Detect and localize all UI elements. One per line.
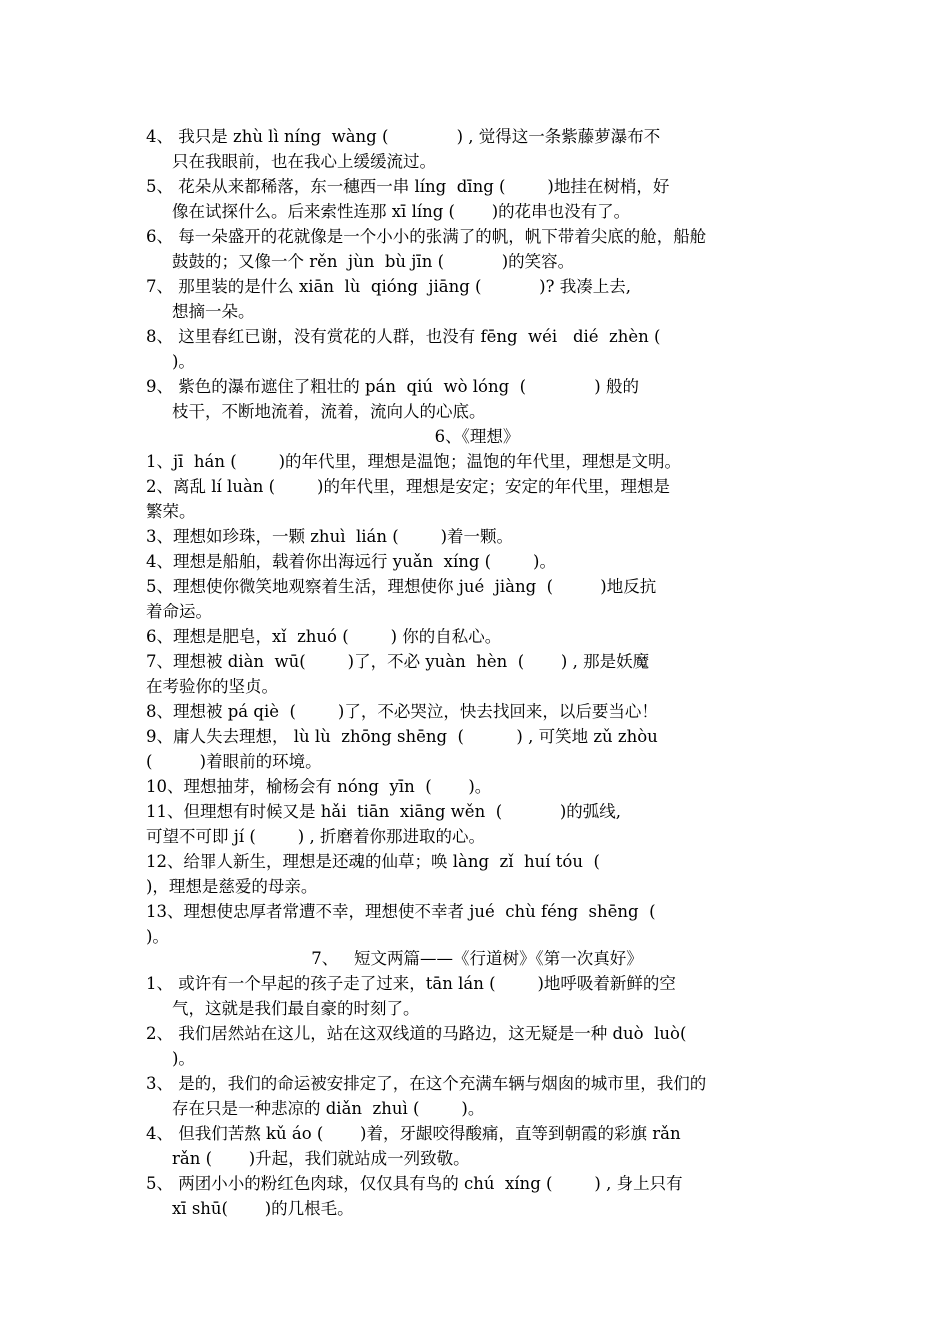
item-text: 我们居然站在这儿，站在这双线道的马路边，这无疑是一种 duò luò( xyxy=(178,1024,687,1043)
item-8-line-1 xyxy=(146,324,808,349)
item-9-line-2: 枝干，不断地流着，流着，流向人的心底。 xyxy=(172,402,486,421)
section-7-title: 7、 短文两篇——《行道树》《第一次真好》 xyxy=(311,949,643,968)
section-6-line: 10、理想抽芽，榆杨会有 nóng yīn ( )。 xyxy=(146,777,492,796)
section-6-line: 9、庸人失去理想， lù lù zhōng shēng ( ) , 可笑地 zǔ zhòu xyxy=(146,727,658,746)
s7-item-3-line-2: 存在只是一种悲凉的 diǎn zhuì ( )。 xyxy=(172,1099,485,1118)
section-6-line: 6、理想是肥皂，xǐ zhuó ( ) 你的自私心。 xyxy=(146,627,502,646)
section-6-line: 可望不可即 jí ( ) , 折磨着你那进取的心。 xyxy=(146,827,485,846)
item-number: 9、 xyxy=(146,377,173,396)
item-text: 两团小小的粉红色肉球，仅仅具有鸟的 chú xíng ( ) , 身上只有 xyxy=(178,1174,683,1193)
section-6-line: 3、理想如珍珠，一颗 zhuì lián ( )着一颗。 xyxy=(146,527,514,546)
section-6-line: )，理想是慈爱的母亲。 xyxy=(146,877,318,896)
s7-item-4-line-2: rǎn ( )升起，我们就站成一列致敬。 xyxy=(172,1149,470,1168)
item-4-line-1 xyxy=(146,124,808,149)
section-6-line: 繁荣。 xyxy=(146,502,196,521)
item-5-line-2: 像在试探什么。后来索性连那 xī líng ( )的花串也没有了。 xyxy=(172,202,631,221)
section-6-line: 1、jī hán ( )的年代里，理想是温饱；温饱的年代里，理想是文明。 xyxy=(146,452,682,471)
section-6-line: )。 xyxy=(146,927,169,946)
item-text: 我只是 zhù lì níng wàng ( ) , 觉得这一条紫藤萝瀑布不 xyxy=(178,127,661,146)
section-6-line: 5、理想使你微笑地观察着生活，理想使你 jué jiàng ( )地反抗 xyxy=(146,577,657,596)
item-text: 是的，我们的命运被安排定了，在这个充满车辆与烟囱的城市里，我们的 xyxy=(178,1074,707,1093)
item-number: 3、 xyxy=(146,1074,173,1093)
item-number: 4、 xyxy=(146,127,173,146)
section-6-line: 11、但理想有时候又是 hǎi tiān xiāng wěn ( )的弧线, xyxy=(146,802,622,821)
item-text: 每一朵盛开的花就像是一个小小的张满了的帆，帆下带着尖底的舱，船舱 xyxy=(178,227,707,246)
s7-item-5-line-2: xī shū( )的几根毛。 xyxy=(172,1199,354,1218)
item-7-line-2: 想摘一朵。 xyxy=(172,302,255,321)
item-number: 5、 xyxy=(146,177,173,196)
s7-item-2-line-1 xyxy=(146,1021,808,1046)
item-text: 那里装的是什么 xiān lù qióng jiāng ( )? 我凑上去, xyxy=(178,277,631,296)
section-6-line: 着命运。 xyxy=(146,602,212,621)
item-text: 紫色的瀑布遮住了粗壮的 pán qiú wò lóng ( ) 般的 xyxy=(178,377,639,396)
item-7-line-1 xyxy=(146,274,808,299)
item-text: 花朵从来都稀落，东一穗西一串 líng dīng ( )地挂在树梢，好 xyxy=(178,177,670,196)
section-6-line: 7、理想被 diàn wū( )了，不必 yuàn hèn ( ) , 那是妖魔 xyxy=(146,652,650,671)
item-text: 但我们苦熬 kǔ áo ( )着，牙龈咬得酸痛，直等到朝霞的彩旗 rǎn xyxy=(178,1124,681,1143)
s7-item-2-line-2: )。 xyxy=(172,1049,195,1068)
item-number: 5、 xyxy=(146,1174,173,1193)
item-9-line-1 xyxy=(146,374,808,399)
s7-item-1-line-1 xyxy=(146,971,808,996)
section-6-line: 4、理想是船舶，载着你出海远行 yuǎn xíng ( )。 xyxy=(146,552,556,571)
section-6-line: ( )着眼前的环境。 xyxy=(146,752,322,771)
item-number: 8、 xyxy=(146,327,173,346)
item-number: 4、 xyxy=(146,1124,173,1143)
item-text: 或许有一个早起的孩子走了过来，tān lán ( )地呼吸着新鲜的空 xyxy=(178,974,676,993)
item-8-line-2: )。 xyxy=(172,352,195,371)
item-5-line-1 xyxy=(146,174,808,199)
section-6-line: 12、给罪人新生，理想是还魂的仙草；唤 làng zǐ huí tóu ( xyxy=(146,852,600,871)
s7-item-5-line-1 xyxy=(146,1171,808,1196)
item-number: 1、 xyxy=(146,974,173,993)
section-6-line: 8、理想被 pá qiè ( )了，不必哭泣，快去找回来，以后要当心！ xyxy=(146,702,658,721)
s7-item-3-line-1 xyxy=(146,1071,808,1096)
item-6-line-2: 鼓鼓的；又像一个 rěn jùn bù jīn ( )的笑容。 xyxy=(172,252,575,271)
item-6-line-1 xyxy=(146,224,808,249)
item-number: 6、 xyxy=(146,227,173,246)
item-number: 2、 xyxy=(146,1024,173,1043)
item-number: 7、 xyxy=(146,277,173,296)
section-6-line: 2、离乱 lí luàn ( )的年代里，理想是安定；安定的年代里，理想是 xyxy=(146,477,670,496)
item-4-line-2: 只在我眼前，也在我心上缓缓流过。 xyxy=(172,152,436,171)
s7-item-1-line-2: 气，这就是我们最自豪的时刻了。 xyxy=(172,999,420,1018)
section-6-line: 在考验你的坚贞。 xyxy=(146,677,278,696)
section-6-line: 13、理想使忠厚者常遭不幸，理想使不幸者 jué chù féng shēng ( xyxy=(146,902,656,921)
item-text: 这里春红已谢，没有赏花的人群，也没有 fēng wéi dié zhèn ( xyxy=(178,327,661,346)
section-6-title: 6、《理想》 xyxy=(434,427,520,446)
s7-item-4-line-1 xyxy=(146,1121,808,1146)
